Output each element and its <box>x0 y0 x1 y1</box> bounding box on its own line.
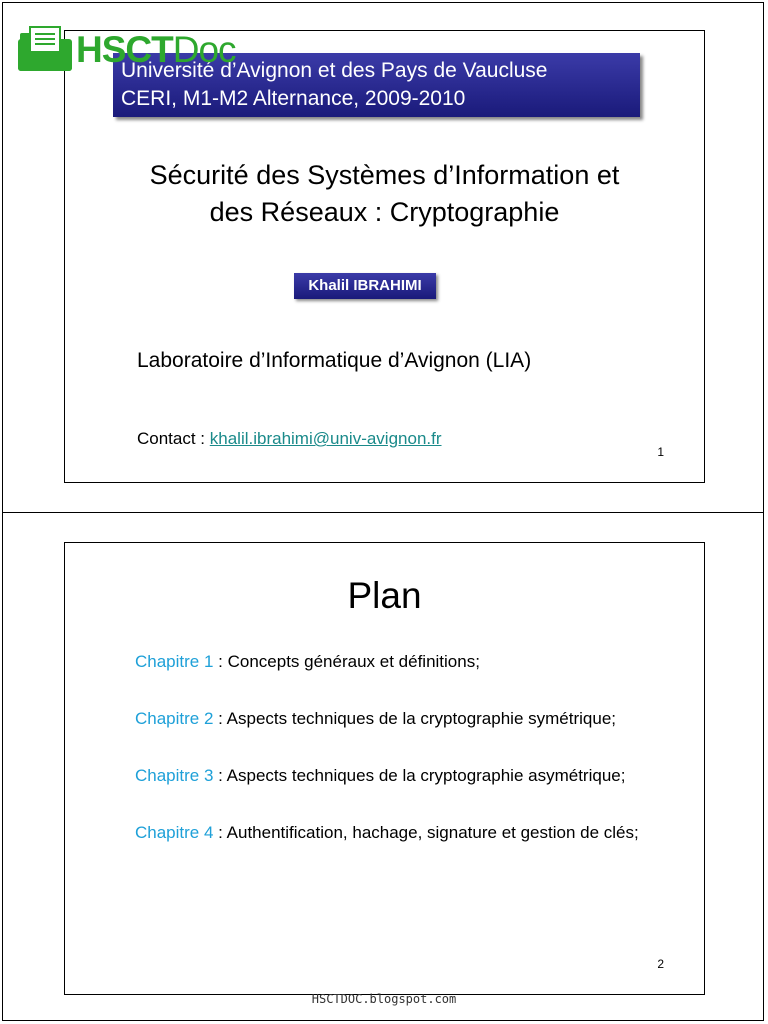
university-line-1: Université d’Avignon et des Pays de Vaucluse <box>121 59 548 82</box>
slide-number: 1 <box>657 445 664 459</box>
contact-label: Contact : <box>137 429 210 448</box>
logo-text-doc: Doc <box>172 28 236 70</box>
plan-title: Plan <box>347 575 422 616</box>
lab-name: Laboratoire d’Informatique d’Avignon (LIA) <box>137 349 532 372</box>
chapter-label: Chapitre 1 <box>135 652 214 671</box>
footer-url[interactable]: HSCTDOC.blogspot.com <box>311 992 457 1006</box>
slide-2 <box>64 542 705 995</box>
chapter-text: : Aspects techniques de la cryptographie asymétrique; <box>213 766 626 785</box>
logo-text-hsct: HSCT <box>76 28 173 70</box>
chapter-text: : Authentification, hachage, signature et gestion de clés; <box>213 823 639 842</box>
hsctdoc-logo[interactable] <box>16 25 236 73</box>
chapter-text: : Concepts généraux et définitions; <box>213 652 480 671</box>
title-line-1: Sécurité des Systèmes d’Information et <box>149 160 620 190</box>
slide-1-title <box>65 157 704 231</box>
chapter-item <box>135 706 675 731</box>
slide-1 <box>64 30 705 483</box>
author-badge: Khalil IBRAHIMI <box>294 273 436 299</box>
contact-email-link[interactable]: khalil.ibrahimi@univ-avignon.fr <box>209 429 442 448</box>
chapter-item <box>135 763 675 788</box>
chapter-label: Chapitre 3 <box>135 766 214 785</box>
chapter-label: Chapitre 4 <box>135 823 214 842</box>
logo-text <box>76 28 236 70</box>
contact-line <box>137 429 442 449</box>
slide-number: 2 <box>657 957 664 971</box>
page-divider <box>2 512 764 513</box>
chapter-list <box>135 649 675 877</box>
university-line-2: CERI, M1-M2 Alternance, 2009-2010 <box>121 87 466 110</box>
chapter-label: Chapitre 2 <box>135 709 214 728</box>
title-line-2: des Réseaux : Cryptographie <box>209 197 560 227</box>
chapter-item <box>135 649 675 674</box>
folder-document-icon <box>16 25 74 73</box>
chapter-text: : Aspects techniques de la cryptographie symétrique; <box>213 709 616 728</box>
chapter-item <box>135 820 675 845</box>
